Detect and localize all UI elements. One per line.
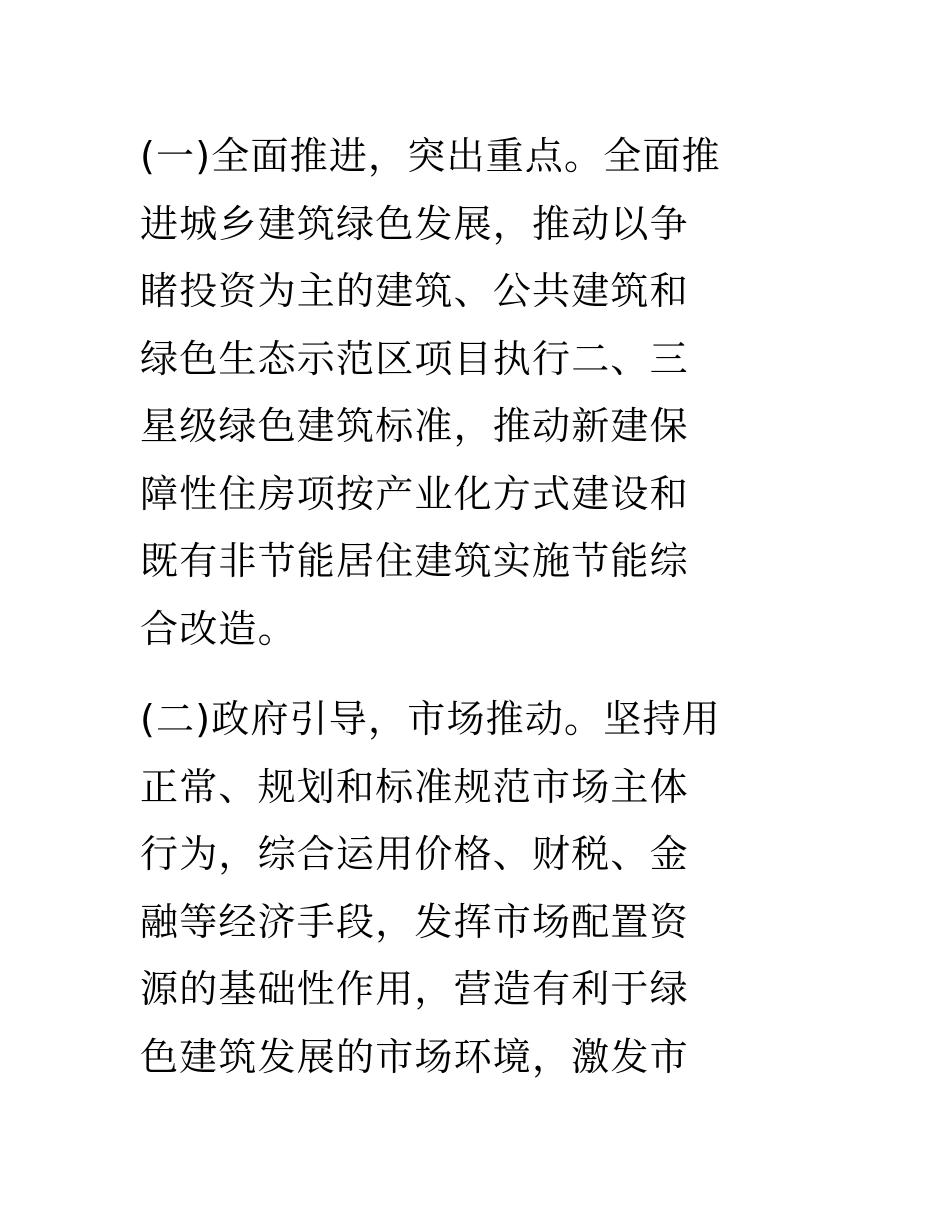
text-line: (一)全面推进，突出重点。全面推 (140, 134, 721, 178)
text-line: 融等经济手段，发挥市场配置资 (140, 899, 689, 944)
text-line: 绿色生态示范区项目执行二、三 (140, 336, 689, 381)
text-line: (二)政府引导，市场推动。坚持用 (140, 697, 721, 741)
text-line: 行为，综合运用价格、财税、金 (140, 832, 689, 876)
text-line: 源的基础性作用，营造有利于绿 (140, 967, 689, 1011)
text-line: 合改造。 (140, 606, 297, 651)
text-line: 既有非节能居住建筑实施节能综 (140, 539, 689, 583)
text-line: 睹投资为主的建筑、公共建筑和 (140, 269, 689, 313)
paragraph-1 (140, 123, 721, 663)
text-line: 星级绿色建筑标准，推动新建保 (140, 404, 689, 448)
text-line: 进城乡建筑绿色发展，推动以争 (140, 201, 689, 246)
text-line: 正常、规划和标准规范市场主体 (140, 764, 689, 809)
paragraph-2 (140, 686, 721, 1091)
text-line: 障性住房项按产业化方式建设和 (140, 471, 689, 516)
text-line: 色建筑发展的市场环境，激发市 (140, 1034, 689, 1079)
